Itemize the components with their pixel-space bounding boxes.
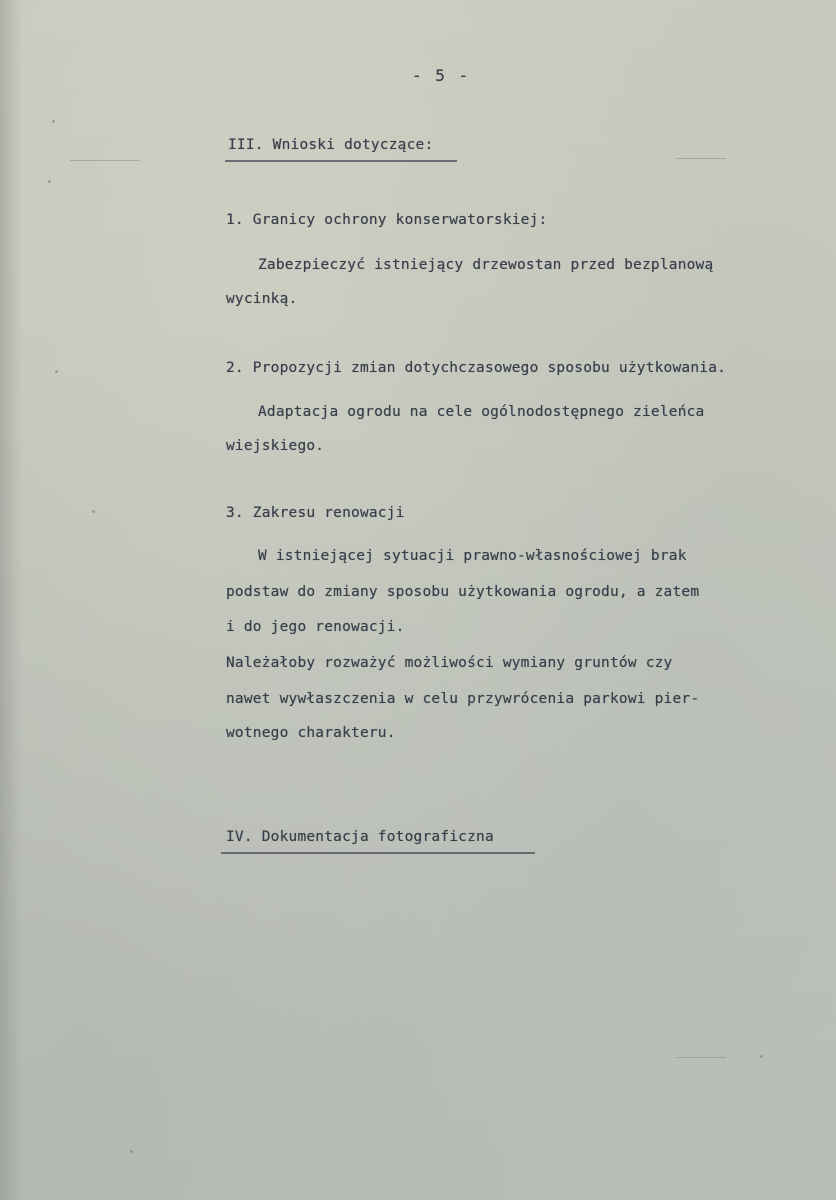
item-line: wiejskiego. bbox=[226, 438, 325, 454]
scan-speck bbox=[92, 510, 95, 513]
item-line: i do jego renowacji. bbox=[226, 619, 405, 635]
item-title: 1. Granicy ochrony konserwatorskiej: bbox=[226, 212, 548, 228]
scan-speck bbox=[760, 1055, 763, 1058]
heading-underline bbox=[221, 852, 535, 854]
scan-mark bbox=[676, 1057, 726, 1058]
item-line: podstaw do zmiany sposobu użytkowania ogrodu, a zatem bbox=[226, 584, 700, 600]
item-title: 3. Zakresu renowacji bbox=[226, 505, 405, 521]
item-line: wycinką. bbox=[226, 291, 298, 307]
scan-speck bbox=[55, 370, 58, 373]
item-line: W istniejącej sytuacji prawno-własnościowej brak bbox=[258, 548, 687, 564]
heading-underline bbox=[225, 160, 457, 162]
item-line: wotnego charakteru. bbox=[226, 725, 396, 741]
item-line: nawet wywłaszczenia w celu przywrócenia parkowi pier- bbox=[226, 691, 700, 707]
section-heading: IV. Dokumentacja fotograficzna bbox=[226, 829, 494, 845]
item-title: 2. Propozycji zmian dotychczasowego sposobu użytkowania. bbox=[226, 360, 727, 376]
item-line: Zabezpieczyć istniejący drzewostan przed bezplanową bbox=[258, 257, 714, 273]
scan-speck bbox=[48, 180, 51, 183]
page-edge-shadow bbox=[0, 0, 22, 1200]
item-line: Należałoby rozważyć możliwości wymiany gruntów czy bbox=[226, 655, 673, 671]
scan-speck bbox=[130, 1150, 133, 1153]
section-heading: III. Wnioski dotyczące: bbox=[228, 137, 434, 153]
scan-mark bbox=[70, 160, 140, 161]
item-line: Adaptacja ogrodu na cele ogólnodostępnego zieleńca bbox=[258, 404, 705, 420]
scan-mark bbox=[676, 158, 726, 159]
scan-speck bbox=[52, 120, 55, 123]
page-number: - 5 - bbox=[412, 66, 471, 85]
